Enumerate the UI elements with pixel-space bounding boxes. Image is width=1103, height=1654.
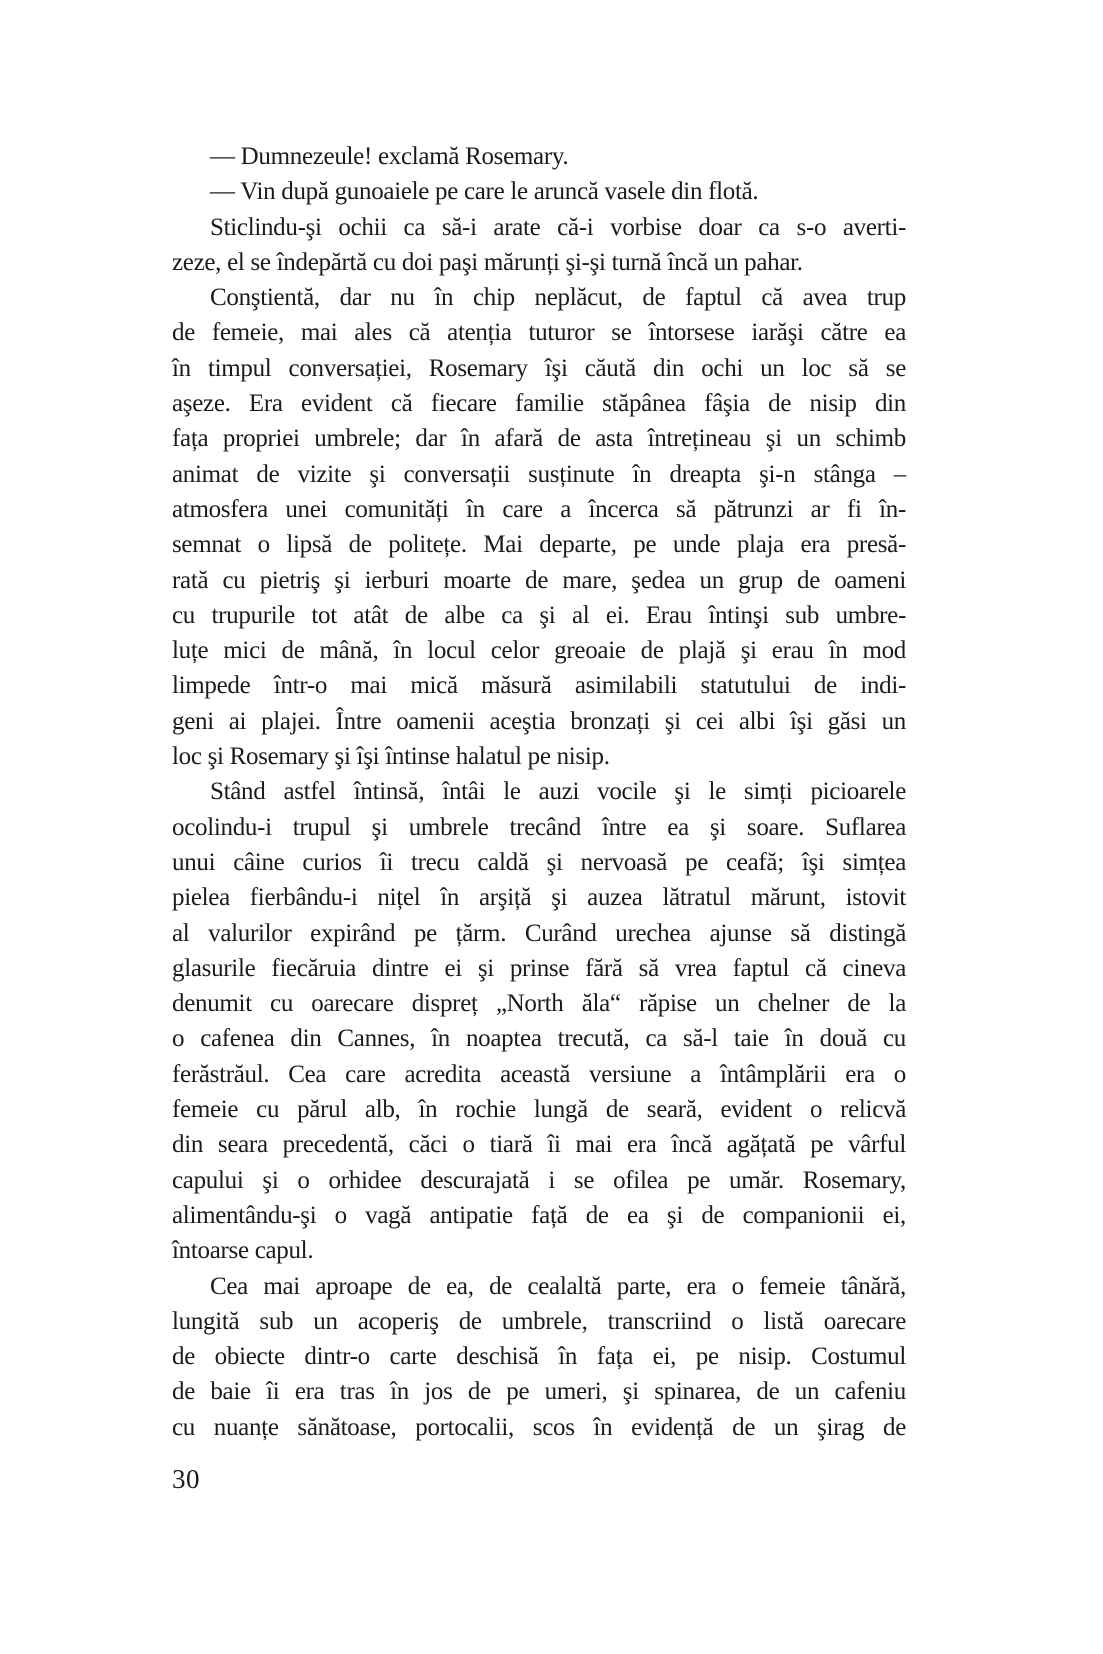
text-line: ferăstrăul. Cea care acredita această versiune a întâmplării era o (172, 1060, 906, 1088)
text-line: capului şi o orhidee descurajată i se ofilea pe umăr. Rosemary, (172, 1166, 906, 1194)
text-line: glasurile fiecăruia dintre ei şi prinse fără să vrea faptul că cineva (172, 954, 906, 982)
text-line: de femeie, mai ales că atenția tuturor se întorsese iarăşi către ea (172, 319, 906, 347)
text-line: denumit cu oarecare dispreț „North ăla“ răpise un chelner de la (172, 990, 906, 1018)
text-line: — Vin după gunoaiele pe care le aruncă vasele din flotă. (210, 178, 759, 206)
paragraph (172, 774, 906, 1268)
text-line: loc şi Rosemary şi îşi întinse halatul pe nisip. (172, 743, 610, 771)
text-line: întoarse capul. (172, 1237, 314, 1265)
text-line: unui câine curios îi trecu caldă şi nervoasă pe ceafă; îşi simțea (172, 848, 906, 876)
paragraph (172, 1269, 906, 1445)
text-line: luțe mici de mână, în locul celor greoaie de plajă şi erau în mod (172, 637, 906, 665)
text-line: animat de vizite şi conversații susținute în dreapta şi-n stânga – (172, 460, 906, 488)
text-line: rată cu pietriş şi ierburi moarte de mare, şedea un grup de oameni (172, 566, 906, 594)
text-line: în timpul conversației, Rosemary îşi căută din ochi un loc să se (172, 354, 906, 382)
page-number: 30 (172, 1464, 200, 1494)
text-line: zeze, el se îndepărtă cu doi paşi mărunți şi-şi turnă încă un pahar. (172, 248, 803, 276)
text-line: Cea mai aproape de ea, de cealaltă parte, era o femeie tânără, (210, 1272, 906, 1300)
text-line: aşeze. Era evident că fiecare familie stăpânea fâşia de nisip din (172, 390, 906, 418)
text-block (172, 139, 906, 1445)
text-line: semnat o lipsă de politețe. Mai departe, pe unde plaja era presă- (172, 531, 906, 559)
text-line: cu trupurile tot atât de albe ca şi al ei. Erau întinşi sub umbre- (172, 601, 906, 629)
text-line: al valurilor expirând pe țărm. Curând urechea ajunse să distingă (172, 919, 906, 947)
text-line: de obiecte dintr-o carte deschisă în fața ei, pe nisip. Costumul (172, 1343, 906, 1371)
text-line: pielea fierbându-i nițel în arşiță şi auzea lătratul mărunt, istovit (172, 884, 906, 912)
text-line: fața propriei umbrele; dar în afară de asta întrețineau şi un schimb (172, 425, 906, 453)
paragraph (172, 139, 906, 174)
text-line: lungită sub un acoperiş de umbrele, transcriind o listă oarecare (172, 1307, 906, 1335)
text-line: din seara precedentă, căci o tiară îi mai era încă agățată pe vârful (172, 1131, 906, 1159)
paragraph (172, 280, 906, 774)
text-line: de baie îi era tras în jos de pe umeri, şi spinarea, de un cafeniu (172, 1378, 906, 1406)
text-line: cu nuanțe sănătoase, portocalii, scos în evidență de un şirag de (172, 1413, 906, 1441)
text-line: o cafenea din Cannes, în noaptea trecută, ca să-l taie în două cu (172, 1025, 906, 1053)
text-line: geni ai plajei. Între oamenii aceştia bronzați şi cei albi îşi găsi un (172, 707, 906, 735)
text-line: alimentându-şi o vagă antipatie față de ea şi de companionii ei, (172, 1201, 906, 1229)
text-line: Conştientă, dar nu în chip neplăcut, de faptul că avea trup (210, 284, 906, 312)
text-line: limpede într-o mai mică măsură asimilabili statutului de indi- (172, 672, 906, 700)
paragraph (172, 210, 906, 281)
paragraph (172, 174, 906, 209)
text-line: ocolindu-i trupul şi umbrele trecând între ea şi soare. Suflarea (172, 813, 906, 841)
text-line: femeie cu părul alb, în rochie lungă de seară, evident o relicvă (172, 1096, 906, 1124)
text-line: Sticlindu-şi ochii ca să-i arate că-i vorbise doar ca s-o averti- (210, 213, 906, 241)
text-line: Stând astfel întinsă, întâi le auzi vocile şi le simți picioarele (210, 778, 906, 806)
text-line: — Dumnezeule! exclamă Rosemary. (210, 143, 569, 170)
text-line: atmosfera unei comunități în care a încerca să pătrunzi ar fi în- (172, 495, 906, 523)
